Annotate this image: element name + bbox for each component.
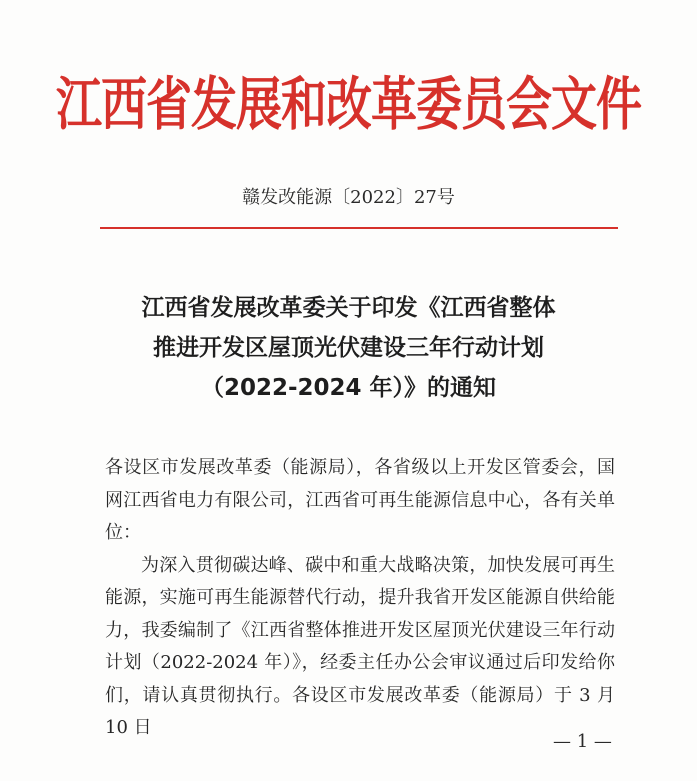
title-line-3: （2022-2024 年）》的通知: [200, 375, 497, 401]
body-paragraph: 为深入贯彻碳达峰、碳中和重大战略决策，加快发展可再生能源，实施可再生能源替代行动，提升我省开发区能源自供给能力，我委编制了《江西省整体推进开发区屋顶光伏建设三年行动计划（2022-2024 年）》，经委主任办公会审议通过后印发给你们，请认真贯彻执行。各设区市发展改革委（能源局）于 3 月 10 日: [105, 554, 615, 738]
document-body: [105, 452, 615, 745]
document-masthead: 江西省发展和改革委员会文件: [56, 70, 641, 138]
page-number: — 1 —: [553, 731, 612, 752]
title-line-2: 推进开发区屋顶光伏建设三年行动计划: [153, 335, 544, 361]
title-line-1: 江西省发展改革委关于印发《江西省整体: [141, 295, 556, 321]
document-number: 赣发改能源〔2022〕27号: [242, 187, 455, 208]
red-divider-rule: [100, 227, 618, 229]
addressee-paragraph: 各设区市发展改革委（能源局），各省级以上开发区管委会，国网江西省电力有限公司，江西省可再生能源信息中心，各有关单位：: [105, 457, 615, 543]
document-title: [0, 288, 697, 408]
